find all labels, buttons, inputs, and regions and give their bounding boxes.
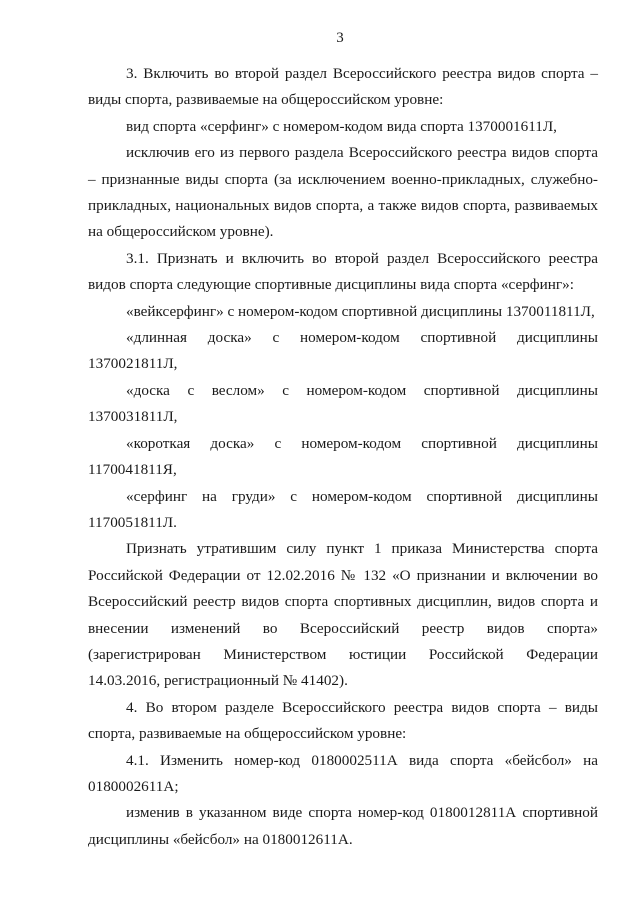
- paragraph-bodyboard: «серфинг на груди» с номером-кодом спортивной дисциплины 1170051811Л.: [88, 487, 598, 531]
- paragraph-4: 4. Во втором разделе Всероссийского реестра видов спорта – виды спорта, развиваемые на общероссийском уровне:: [88, 698, 598, 743]
- page-number: 3: [336, 30, 344, 46]
- paragraph-4-1: 4.1. Изменить номер-код 0180002511А вида спорта «бейсбол» на 0180002611А;: [88, 751, 598, 795]
- paragraph-repeal: Признать утратившим силу пункт 1 приказа Министерства спорта Российской Федерации от 12.02.2016 № 132 «О признании и включении во Всероссийский реестр видов спорта спортивных дисциплин, видов спорта и внесении изменений во Всероссийский реестр видов спорта» (зарегистрирован Министерством юстиции Российской Федерации 14.03.2016, регистрационный № 41402).: [88, 540, 598, 690]
- paragraph-3-1: 3.1. Признать и включить во второй раздел Всероссийского реестра видов спорта следующие спортивные дисциплины вида спорта «серфинг»:: [88, 249, 598, 294]
- paragraph-paddleboard: «доска с веслом» с номером-кодом спортивной дисциплины 1370031811Л,: [88, 381, 598, 426]
- paragraph-baseball-discipline: изменив в указанном виде спорта номер-код 0180012811А спортивной дисциплины «бейсбол» на 0180012611А.: [88, 804, 598, 848]
- paragraph-shortboard: «короткая доска» с номером-кодом спортивной дисциплины 1170041811Я,: [88, 434, 598, 479]
- document-body: [88, 61, 598, 853]
- paragraph-3: 3. Включить во второй раздел Всероссийского реестра видов спорта – виды спорта, развиваемые на общероссийском уровне:: [88, 65, 598, 109]
- paragraph-exclusion: исключив его из первого раздела Всероссийского реестра видов спорта – признанные виды спорта (за исключением военно-прикладных, служебно-прикладных, национальных видов спорта, а также видов спорта, развиваемых на общероссийском уровне).: [88, 144, 598, 241]
- paragraph-wakesurfing: «вейксерфинг» с номером-кодом спортивной дисциплины 1370011811Л,: [126, 302, 595, 320]
- paragraph-longboard: «длинная доска» с номером-кодом спортивной дисциплины 1370021811Л,: [88, 329, 598, 373]
- paragraph-surfing-code: вид спорта «серфинг» с номером-кодом вида спорта 1370001611Л,: [126, 117, 557, 135]
